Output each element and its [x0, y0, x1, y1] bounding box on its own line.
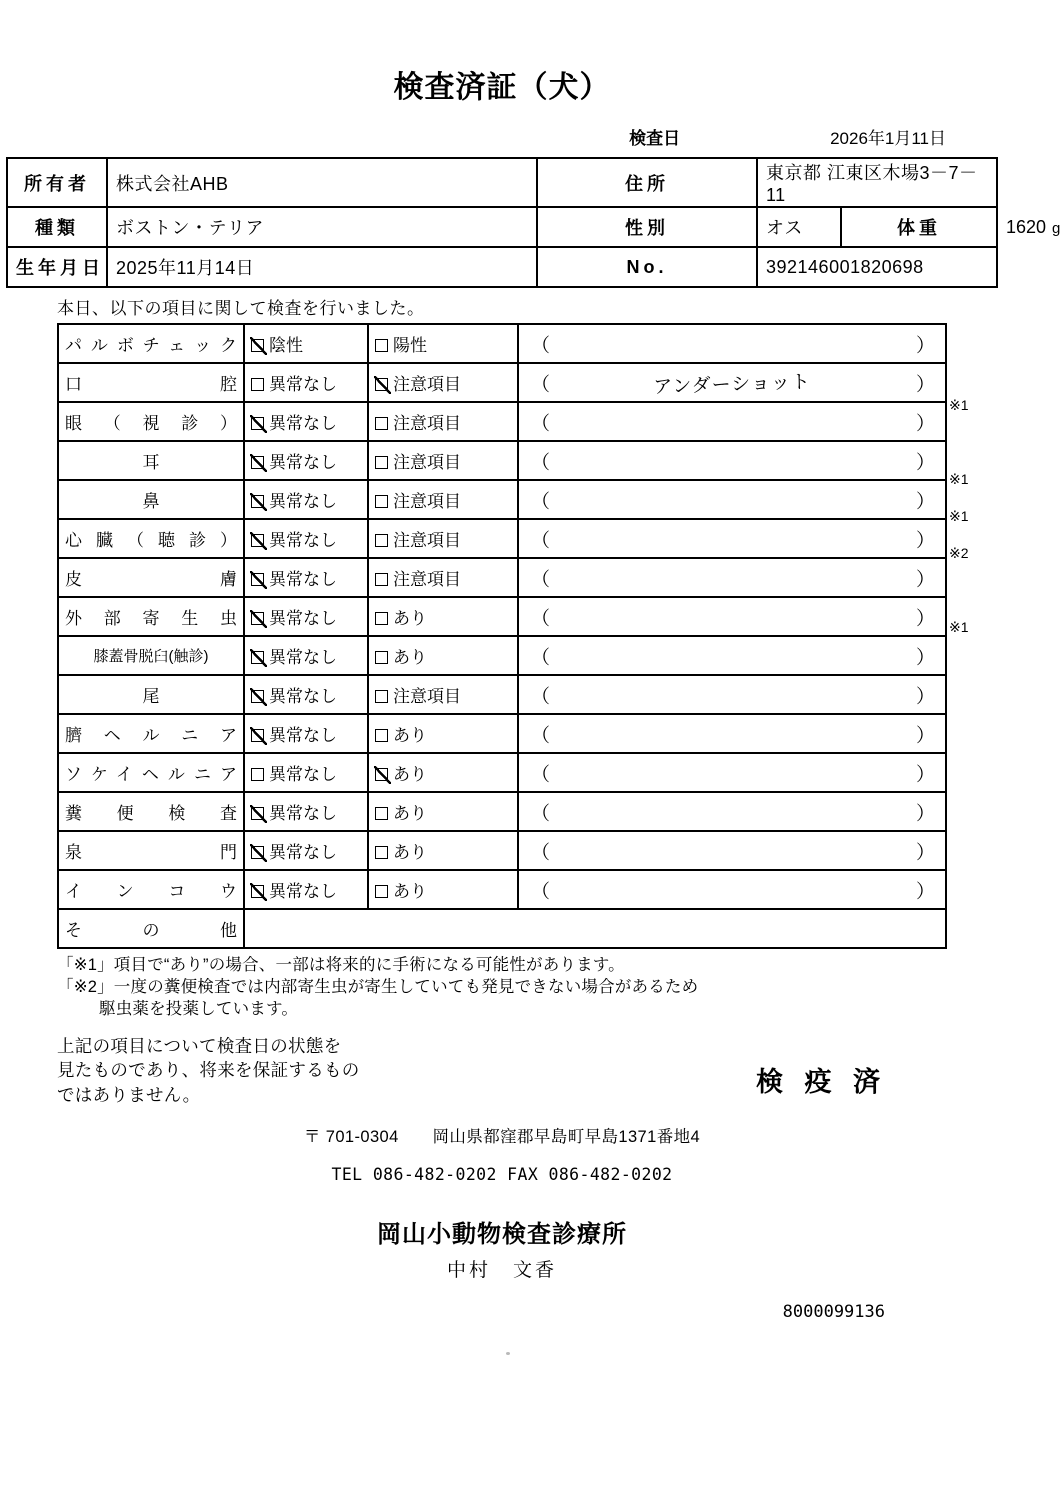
item-note-cell [518, 714, 946, 753]
item-label: 尾 [58, 675, 244, 714]
table-row [58, 792, 946, 831]
item-option-2[interactable] [368, 441, 518, 480]
item-option-1-label: 異常なし [269, 687, 337, 706]
paren-close: ） [915, 725, 935, 746]
weight-value: 1620 [1006, 216, 1047, 237]
item-note-cell [518, 324, 946, 363]
item-option-2[interactable] [368, 792, 518, 831]
item-option-1[interactable] [244, 636, 368, 675]
paren-close: ） [915, 764, 935, 785]
item-option-2[interactable] [368, 558, 518, 597]
paren-close: ） [915, 413, 935, 434]
exam-date-label: 検査日 [629, 129, 681, 148]
item-option-1[interactable] [244, 441, 368, 480]
other-value [244, 909, 946, 948]
item-note: アンダーショット [652, 370, 812, 398]
item-option-1-label: 異常なし [269, 804, 337, 823]
item-option-2[interactable] [368, 324, 518, 363]
checkbox-icon[interactable] [251, 768, 264, 781]
item-option-1[interactable] [244, 363, 368, 402]
exam-date-row [0, 124, 1004, 149]
item-option-1[interactable] [244, 402, 368, 441]
table-row [58, 597, 946, 636]
ref-mark: ※1 [949, 619, 969, 635]
table-row [58, 870, 946, 909]
item-option-1[interactable] [244, 714, 368, 753]
item-label: 皮 膚 [58, 558, 244, 597]
item-option-2-label: あり [393, 843, 427, 862]
item-option-1[interactable] [244, 324, 368, 363]
checkbox-icon[interactable] [375, 573, 388, 586]
table-row [7, 247, 997, 287]
item-option-2-label: あり [393, 882, 427, 901]
item-option-1-label: 異常なし [269, 531, 337, 550]
weight-label: 体重 [841, 207, 997, 247]
breed-label: 種類 [7, 207, 107, 247]
item-note-cell [518, 597, 946, 636]
no-label: No. [537, 247, 757, 287]
item-label: 膝蓋骨脱臼(触診) [58, 636, 244, 675]
item-option-1-label: 陰性 [269, 336, 303, 355]
table-row [58, 480, 946, 519]
paren-close: ） [915, 881, 935, 902]
item-note-cell [518, 402, 946, 441]
item-label: 糞便検査 [58, 792, 244, 831]
item-note-cell [518, 870, 946, 909]
table-row [58, 441, 946, 480]
table-row [58, 753, 946, 792]
table-row [7, 158, 997, 207]
ref-mark: ※1 [949, 471, 969, 487]
checkbox-icon[interactable] [251, 378, 264, 391]
owner-info-table [6, 157, 1060, 288]
table-row [58, 675, 946, 714]
birth-label: 生年月日 [7, 247, 107, 287]
checkbox-icon[interactable] [251, 534, 264, 547]
checkbox-icon[interactable] [251, 417, 264, 430]
table-row [7, 207, 997, 247]
item-option-1-label: 異常なし [269, 843, 337, 862]
checkbox-icon[interactable] [251, 573, 264, 586]
paren-open: （ [531, 452, 551, 473]
footnote-3: 駆虫薬を投薬しています。 [99, 999, 299, 1018]
item-option-1[interactable] [244, 675, 368, 714]
item-note-cell [518, 558, 946, 597]
table-row [58, 558, 946, 597]
no-value: 392146001820698 [757, 247, 997, 287]
paren-open: （ [531, 803, 551, 824]
paren-open: （ [531, 842, 551, 863]
checkbox-icon[interactable] [251, 846, 264, 859]
item-option-2[interactable] [368, 519, 518, 558]
table-row [58, 324, 946, 363]
paren-close: ） [915, 491, 935, 512]
item-note-cell [518, 636, 946, 675]
checkbox-icon[interactable] [251, 339, 264, 352]
address-label: 住所 [537, 158, 757, 207]
checkbox-icon[interactable] [375, 534, 388, 547]
item-label: ソケイヘルニア [58, 753, 244, 792]
table-row [58, 909, 946, 948]
item-option-1[interactable] [244, 792, 368, 831]
other-label: そ の 他 [58, 909, 244, 948]
footnotes [57, 955, 947, 1020]
item-label: 口 腔 [58, 363, 244, 402]
footnote-2: 「※2」一度の糞便検査では内部寄生虫が寄生していても発見できない場合があるため [57, 977, 699, 996]
paren-close: ） [915, 647, 935, 668]
item-option-1[interactable] [244, 480, 368, 519]
inspector-name: 中村 文香 [446, 1259, 557, 1281]
item-option-1-label: 異常なし [269, 570, 337, 589]
item-option-1-label: 異常なし [269, 882, 337, 901]
paren-close: ） [915, 374, 935, 395]
checkbox-icon[interactable] [251, 885, 264, 898]
ref-mark: ※1 [949, 508, 969, 524]
serial-number: 8000099136 [782, 1301, 885, 1322]
item-option-2-label: 注意項目 [393, 414, 461, 433]
item-note-cell [518, 792, 946, 831]
paren-open: （ [531, 647, 551, 668]
paren-open: （ [531, 686, 551, 707]
checkbox-icon[interactable] [375, 768, 388, 781]
bottom-area [57, 1034, 947, 1321]
paren-close: ） [915, 335, 935, 356]
checkbox-icon[interactable] [375, 729, 388, 742]
quarantine-stamp: 検 疫 済 [755, 1067, 887, 1098]
item-option-2-label: 注意項目 [393, 453, 461, 472]
exam-notice: 本日、以下の項目に関して検査を行いました。 [57, 299, 425, 318]
paren-close: ） [915, 608, 935, 629]
paren-open: （ [531, 335, 551, 356]
item-note-cell [518, 363, 946, 402]
checkbox-icon[interactable] [375, 456, 388, 469]
checkbox-icon[interactable] [251, 612, 264, 625]
exam-date-value: 2026年1月11日 [830, 129, 946, 148]
disclaimer-line-1: 上記の項目について検査日の状態を [57, 1036, 342, 1057]
item-option-2[interactable] [368, 402, 518, 441]
item-label: 臍ヘルニア [58, 714, 244, 753]
paren-open: （ [531, 491, 551, 512]
item-note-cell [518, 519, 946, 558]
ref-mark: ※2 [949, 545, 969, 561]
item-option-2[interactable] [368, 363, 518, 402]
clinic-address: 〒 701-0304 岡山県都窪郡早島町早島1371番地4 [303, 1127, 701, 1146]
table-row [58, 714, 946, 753]
item-label: 外部寄生虫 [58, 597, 244, 636]
item-option-2-label: 注意項目 [393, 687, 461, 706]
item-option-1-label: 異常なし [269, 609, 337, 628]
item-label: 心臓（聴診） [58, 519, 244, 558]
item-option-1[interactable] [244, 870, 368, 909]
item-note-cell [518, 675, 946, 714]
clinic-name: 岡山小動物検査診療所 [377, 1220, 627, 1248]
checkbox-icon[interactable] [251, 651, 264, 664]
checkbox-icon[interactable] [251, 690, 264, 703]
paren-open: （ [531, 608, 551, 629]
checkbox-icon[interactable] [251, 807, 264, 820]
page-title: 検査済証（犬） [393, 71, 611, 104]
checkbox-icon[interactable] [375, 807, 388, 820]
item-label: 泉 門 [58, 831, 244, 870]
item-note-cell [518, 753, 946, 792]
item-label: 眼（視診） [58, 402, 244, 441]
item-option-1-label: 異常なし [269, 375, 337, 394]
table-row [58, 363, 946, 402]
item-option-2-label: 注意項目 [393, 531, 461, 550]
item-option-2-label: あり [393, 648, 427, 667]
disclaimer [57, 1034, 477, 1106]
item-option-1-label: 異常なし [269, 648, 337, 667]
owner-label: 所有者 [7, 158, 107, 207]
item-option-2-label: 陽性 [393, 336, 427, 355]
owner-value: 株式会社AHB [107, 158, 537, 207]
item-label: 耳 [58, 441, 244, 480]
checkbox-icon[interactable] [375, 417, 388, 430]
item-option-1[interactable] [244, 597, 368, 636]
checkbox-icon[interactable] [375, 651, 388, 664]
item-option-1[interactable] [244, 831, 368, 870]
item-option-1-label: 異常なし [269, 726, 337, 745]
item-option-2-label: あり [393, 726, 427, 745]
checkbox-icon[interactable] [375, 885, 388, 898]
item-option-2-label: あり [393, 804, 427, 823]
item-label: インコウ [58, 870, 244, 909]
item-option-2[interactable] [368, 597, 518, 636]
breed-value: ボストン・テリア [107, 207, 537, 247]
item-option-1-label: 異常なし [269, 765, 337, 784]
address-value: 東京都 江東区木場3－7－11 [757, 158, 997, 207]
clinic-tel-fax: TEL 086-482-0202 FAX 086-482-0202 [331, 1164, 673, 1184]
weight-unit: g [1052, 219, 1060, 237]
item-option-2[interactable] [368, 480, 518, 519]
paren-open: （ [531, 413, 551, 434]
checkbox-icon[interactable] [251, 729, 264, 742]
paren-open: （ [531, 374, 551, 395]
birth-value: 2025年11月14日 [107, 247, 537, 287]
checkbox-icon[interactable] [375, 690, 388, 703]
paren-close: ） [915, 452, 935, 473]
paren-open: （ [531, 530, 551, 551]
certificate-page [0, 62, 1060, 1486]
item-note-cell [518, 480, 946, 519]
exam-items-table [57, 323, 947, 949]
item-option-2[interactable] [368, 675, 518, 714]
item-option-1-label: 異常なし [269, 414, 337, 433]
item-option-1-label: 異常なし [269, 453, 337, 472]
item-option-2-label: あり [393, 609, 427, 628]
sex-label: 性別 [537, 207, 757, 247]
paren-close: ） [915, 530, 935, 551]
sex-value: オス [757, 207, 841, 247]
item-option-1-label: 異常なし [269, 492, 337, 511]
paren-open: （ [531, 569, 551, 590]
item-option-2-label: 注意項目 [393, 570, 461, 589]
checkbox-icon[interactable] [251, 495, 264, 508]
checkbox-icon[interactable] [375, 846, 388, 859]
footnote-1: 「※1」項目で“あり”の場合、一部は将来的に手術になる可能性があります。 [57, 956, 625, 974]
checkbox-icon[interactable] [251, 456, 264, 469]
scan-artifact [506, 1352, 510, 1355]
paren-open: （ [531, 881, 551, 902]
item-option-1[interactable] [244, 753, 368, 792]
table-row [58, 636, 946, 675]
table-row [58, 519, 946, 558]
item-label: 鼻 [58, 480, 244, 519]
item-note-cell [518, 831, 946, 870]
item-option-1[interactable] [244, 558, 368, 597]
checkbox-icon[interactable] [375, 339, 388, 352]
item-option-2-label: 注意項目 [393, 492, 461, 511]
item-option-2[interactable] [368, 753, 518, 792]
paren-close: ） [915, 842, 935, 863]
checkbox-icon[interactable] [375, 495, 388, 508]
item-option-2[interactable] [368, 870, 518, 909]
paren-open: （ [531, 764, 551, 785]
item-option-2[interactable] [368, 831, 518, 870]
item-option-2[interactable] [368, 714, 518, 753]
item-note-cell [518, 441, 946, 480]
paren-close: ） [915, 803, 935, 824]
item-option-2-label: あり [393, 765, 427, 784]
item-label: パルボチェック [58, 324, 244, 363]
checkbox-icon[interactable] [375, 378, 388, 391]
disclaimer-line-3: ではありません。 [57, 1084, 201, 1105]
table-row [58, 402, 946, 441]
disclaimer-line-2: 見たものであり、将来を保証するもの [57, 1060, 360, 1081]
item-option-1[interactable] [244, 519, 368, 558]
table-row [58, 831, 946, 870]
ref-mark: ※1 [949, 397, 969, 413]
paren-close: ） [915, 686, 935, 707]
checkbox-icon[interactable] [375, 612, 388, 625]
paren-open: （ [531, 725, 551, 746]
paren-close: ） [915, 569, 935, 590]
item-option-2-label: 注意項目 [393, 375, 461, 394]
item-option-2[interactable] [368, 636, 518, 675]
